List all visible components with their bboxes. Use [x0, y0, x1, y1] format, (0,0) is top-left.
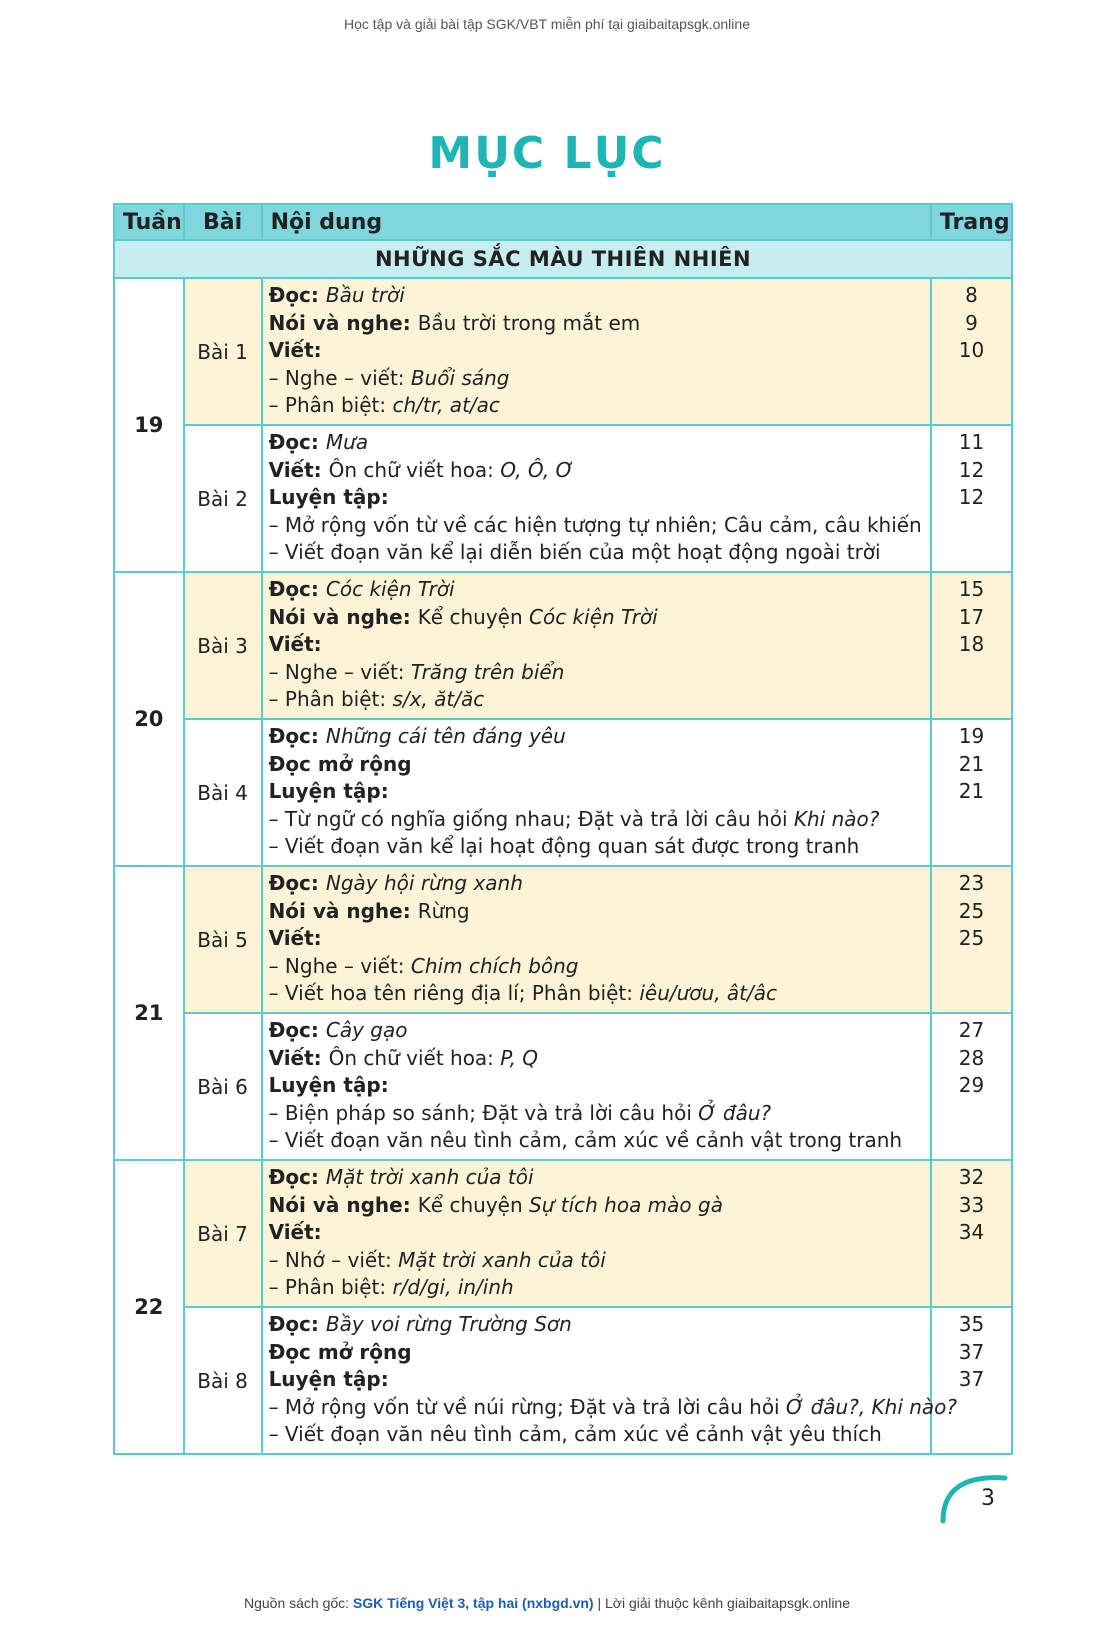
lesson-cell: Bài 6	[184, 1013, 262, 1160]
content-text: – Phân biệt:	[268, 687, 393, 712]
content-line	[268, 1394, 958, 1422]
content-cell	[262, 1013, 931, 1160]
content-text: Nói và nghe:	[268, 898, 418, 923]
content-text: Luyện tập:	[268, 485, 389, 510]
lesson-cell: Bài 3	[184, 572, 262, 719]
content-line	[269, 1017, 924, 1045]
content-title-text: s/x, ăt/ăc	[392, 687, 485, 712]
content-text: Đọc:	[268, 871, 326, 895]
content-text: – Viết đoạn văn kể lại hoạt động quan sát được trong tranh	[268, 834, 860, 859]
content-text: Đọc:	[268, 724, 326, 748]
content-line	[269, 1366, 924, 1394]
lesson-cell: Bài 1	[184, 278, 262, 425]
content-title-text: O, Ô, Ơ	[500, 457, 574, 482]
content-line	[269, 1219, 924, 1247]
page-cell	[931, 425, 1012, 572]
footer	[0, 1595, 1094, 1611]
content-title-text: Mặt trời xanh của tôi	[325, 1165, 534, 1189]
content-text: – Phân biệt:	[268, 393, 393, 418]
content-cell	[262, 866, 931, 1013]
lesson-cell: Bài 4	[184, 719, 262, 866]
content-line	[269, 1274, 924, 1302]
page-ref[interactable]: 15	[958, 577, 985, 601]
table-row	[114, 572, 1012, 719]
table-row	[114, 1160, 1012, 1307]
page-ref[interactable]: 25	[958, 926, 985, 951]
content-title-text: Bầy voi rừng Trường Sơn	[325, 1312, 572, 1336]
page-cell	[931, 1160, 1012, 1307]
column-header-lesson: Bài	[184, 204, 262, 240]
content-cell	[262, 572, 931, 719]
content-line	[269, 457, 924, 485]
content-text: Đọc:	[268, 430, 326, 454]
content-cell	[262, 719, 931, 866]
content-title-text: Trăng trên biển	[410, 659, 565, 684]
content-line	[269, 365, 924, 393]
content-line	[269, 833, 924, 861]
content-line	[269, 1100, 924, 1128]
page-ref[interactable]: 34	[958, 1220, 985, 1245]
content-text: Viết:	[268, 457, 329, 482]
content-title-text: Sự tích hoa mào gà	[529, 1192, 723, 1217]
table-row	[114, 719, 1012, 866]
content-text: Viết:	[268, 632, 322, 657]
content-cell	[262, 278, 931, 425]
page-ref[interactable]: 18	[958, 632, 985, 657]
page-ref[interactable]: 28	[958, 1045, 985, 1070]
content-title-text: r/d/gi, in/inh	[392, 1275, 514, 1300]
content-line	[269, 1127, 924, 1155]
content-line	[269, 1247, 924, 1275]
content-line	[269, 484, 924, 512]
content-text: Ôn chữ viết hoa:	[328, 457, 501, 482]
content-line	[269, 512, 924, 540]
content-text: – Nhớ – viết:	[268, 1247, 399, 1272]
content-line	[269, 778, 924, 806]
content-text: Luyện tập:	[268, 779, 389, 804]
content-title-text: P, Q	[500, 1045, 539, 1070]
column-header-content: Nội dung	[262, 204, 931, 240]
content-text: Đọc:	[268, 577, 326, 601]
page-cell	[931, 572, 1012, 719]
content-title-text: Khi nào?	[793, 806, 880, 831]
section-title: NHỮNG SẮC MÀU THIÊN NHIÊN	[114, 240, 1012, 278]
header-note: Học tập và giải bài tập SGK/VBT miễn phí tại giaibaitapsgk.online	[344, 16, 750, 32]
page-ref[interactable]: 12	[958, 457, 985, 482]
content-text: – Nghe – viết:	[268, 953, 411, 978]
page-ref[interactable]: 21	[958, 779, 985, 804]
page-ref[interactable]: 33	[958, 1192, 985, 1217]
page-ref[interactable]: 17	[958, 604, 985, 629]
content-text: – Mở rộng vốn từ về núi rừng; Đặt và trả lời câu hỏi	[268, 1394, 786, 1419]
footer-source-link[interactable]: SGK Tiếng Việt 3, tập hai (nxbgd.vn)	[352, 1595, 594, 1611]
content-text: Viết:	[268, 1220, 322, 1245]
content-text: Nói và nghe:	[268, 1192, 418, 1217]
section-row	[114, 240, 1012, 278]
content-title-text: Buổi sáng	[410, 365, 510, 390]
content-line	[269, 604, 924, 632]
content-text: Đọc:	[268, 283, 326, 307]
content-title-text: Cây gạo	[325, 1018, 408, 1042]
lesson-cell: Bài 7	[184, 1160, 262, 1307]
content-title-text: Cóc kiện Trời	[325, 577, 455, 601]
content-title-text: iêu/ươu, ât/âc	[639, 981, 778, 1006]
content-line	[269, 337, 924, 365]
content-text: – Viết đoạn văn kể lại diễn biến của một hoạt động ngoài trời	[268, 540, 881, 565]
content-line	[269, 723, 924, 751]
content-text: – Phân biệt:	[268, 1275, 393, 1300]
content-line	[269, 659, 924, 687]
content-line	[269, 576, 924, 604]
content-text: – Nghe – viết:	[268, 365, 411, 390]
page-ref[interactable]: 19	[958, 724, 985, 748]
content-line	[269, 1045, 924, 1073]
content-text: Kể chuyện	[417, 1192, 529, 1217]
content-text: – Nghe – viết:	[268, 659, 411, 684]
week-cell: 19	[114, 278, 184, 572]
table-row	[114, 866, 1012, 1013]
page-ref[interactable]: 9	[965, 310, 978, 335]
content-line	[269, 1311, 924, 1339]
content-text: Đọc:	[268, 1165, 326, 1189]
week-cell: 22	[114, 1160, 184, 1454]
column-header-page: Trang	[931, 204, 1012, 240]
table-row	[114, 425, 1012, 572]
content-line	[269, 631, 924, 659]
content-line	[269, 953, 924, 981]
page-ref[interactable]: 35	[958, 1312, 985, 1336]
content-line	[269, 751, 924, 779]
page-cell	[931, 1307, 1012, 1454]
page-ref[interactable]: 37	[958, 1367, 985, 1392]
content-text: – Viết đoạn văn nêu tình cảm, cảm xúc về cảnh vật trong tranh	[268, 1128, 903, 1153]
page-ref[interactable]: 27	[958, 1018, 985, 1042]
page-cell	[931, 719, 1012, 866]
content-text: – Biện pháp so sánh; Đặt và trả lời câu hỏi	[268, 1100, 699, 1125]
content-line	[269, 1421, 924, 1449]
content-text: Nói và nghe:	[268, 604, 418, 629]
content-line	[269, 1072, 924, 1100]
page-title: MỤC LỤC	[428, 128, 666, 179]
page-ref[interactable]: 32	[958, 1165, 985, 1189]
content-text: Nói và nghe:	[268, 310, 418, 335]
content-line	[269, 870, 924, 898]
content-line	[269, 1164, 924, 1192]
week-cell: 21	[114, 866, 184, 1160]
content-text: Đọc:	[268, 1312, 326, 1336]
page-ref[interactable]: 11	[958, 430, 985, 454]
content-title-text: ch/tr, at/ac	[392, 393, 500, 418]
page-ref[interactable]: 29	[958, 1073, 985, 1098]
content-title-text: Những cái tên đáng yêu	[325, 724, 566, 748]
content-text: Kể chuyện	[417, 604, 529, 629]
page-ref[interactable]: 25	[958, 898, 985, 923]
content-line	[269, 282, 924, 310]
content-title-text: Chim chích bông	[410, 953, 579, 978]
content-line	[269, 1339, 924, 1367]
content-text: Luyện tập:	[268, 1073, 389, 1098]
page-number: 3	[981, 1486, 995, 1511]
content-title-text: Mặt trời xanh của tôi	[398, 1247, 606, 1272]
page-ref[interactable]: 37	[958, 1339, 985, 1364]
content-text: Viết:	[268, 926, 322, 951]
content-text: Bầu trời trong mắt em	[417, 310, 641, 335]
page-ref[interactable]: 8	[965, 283, 978, 307]
content-text: – Từ ngữ có nghĩa giống nhau; Đặt và trả lời câu hỏi	[268, 806, 794, 831]
page-ref[interactable]: 23	[958, 871, 985, 895]
content-line	[269, 925, 924, 953]
content-line	[269, 392, 924, 420]
content-title-text: Ở đâu?, Khi nào?	[785, 1394, 958, 1419]
content-line	[269, 539, 924, 567]
column-header-week: Tuần	[114, 204, 184, 240]
content-text: Viết:	[268, 338, 322, 363]
week-cell: 20	[114, 572, 184, 866]
lesson-cell: Bài 5	[184, 866, 262, 1013]
content-cell	[262, 1160, 931, 1307]
content-line	[269, 310, 924, 338]
content-cell	[262, 425, 931, 572]
content-text: Đọc mở rộng	[268, 751, 412, 776]
table-row	[114, 1307, 1012, 1454]
table-header-row	[114, 204, 1012, 240]
content-cell	[262, 1307, 958, 1454]
page-cell	[931, 866, 1012, 1013]
content-line	[269, 429, 924, 457]
page-ref[interactable]: 21	[958, 751, 985, 776]
content-line	[269, 980, 924, 1008]
content-text: Viết:	[268, 1045, 329, 1070]
content-title-text: Mưa	[325, 430, 369, 454]
content-line	[269, 686, 924, 714]
table-of-contents	[113, 203, 1013, 1455]
content-text: Ôn chữ viết hoa:	[328, 1045, 501, 1070]
content-text: Luyện tập:	[268, 1367, 389, 1392]
content-title-text: Ngày hội rừng xanh	[325, 871, 523, 895]
footer-prefix: Nguồn sách gốc:	[243, 1595, 353, 1611]
lesson-cell: Bài 2	[184, 425, 262, 572]
page-cell	[931, 1013, 1012, 1160]
page-ref[interactable]: 12	[958, 485, 985, 510]
content-line	[269, 806, 924, 834]
content-text: – Mở rộng vốn từ về các hiện tượng tự nhiên; Câu cảm, câu khiến	[268, 512, 922, 537]
content-title-text: Cóc kiện Trời	[529, 604, 658, 629]
table-row	[114, 1013, 1012, 1160]
content-title-text: Ở đâu?	[698, 1100, 772, 1125]
footer-suffix: | Lời giải thuộc kênh giaibaitapsgk.online	[593, 1595, 851, 1611]
content-title-text: Bầu trời	[325, 283, 405, 307]
content-text: Đọc mở rộng	[268, 1339, 412, 1364]
content-text: Rừng	[417, 898, 470, 923]
content-line	[269, 1192, 924, 1220]
page-cell	[931, 278, 1012, 425]
table-row	[114, 278, 1012, 425]
lesson-cell: Bài 8	[184, 1307, 262, 1454]
content-text: – Viết đoạn văn nêu tình cảm, cảm xúc về cảnh vật yêu thích	[268, 1422, 882, 1447]
content-line	[269, 898, 924, 926]
content-text: Đọc:	[268, 1018, 326, 1042]
content-text: – Viết hoa tên riêng địa lí; Phân biệt:	[268, 981, 640, 1006]
page-ref[interactable]: 10	[958, 338, 985, 363]
